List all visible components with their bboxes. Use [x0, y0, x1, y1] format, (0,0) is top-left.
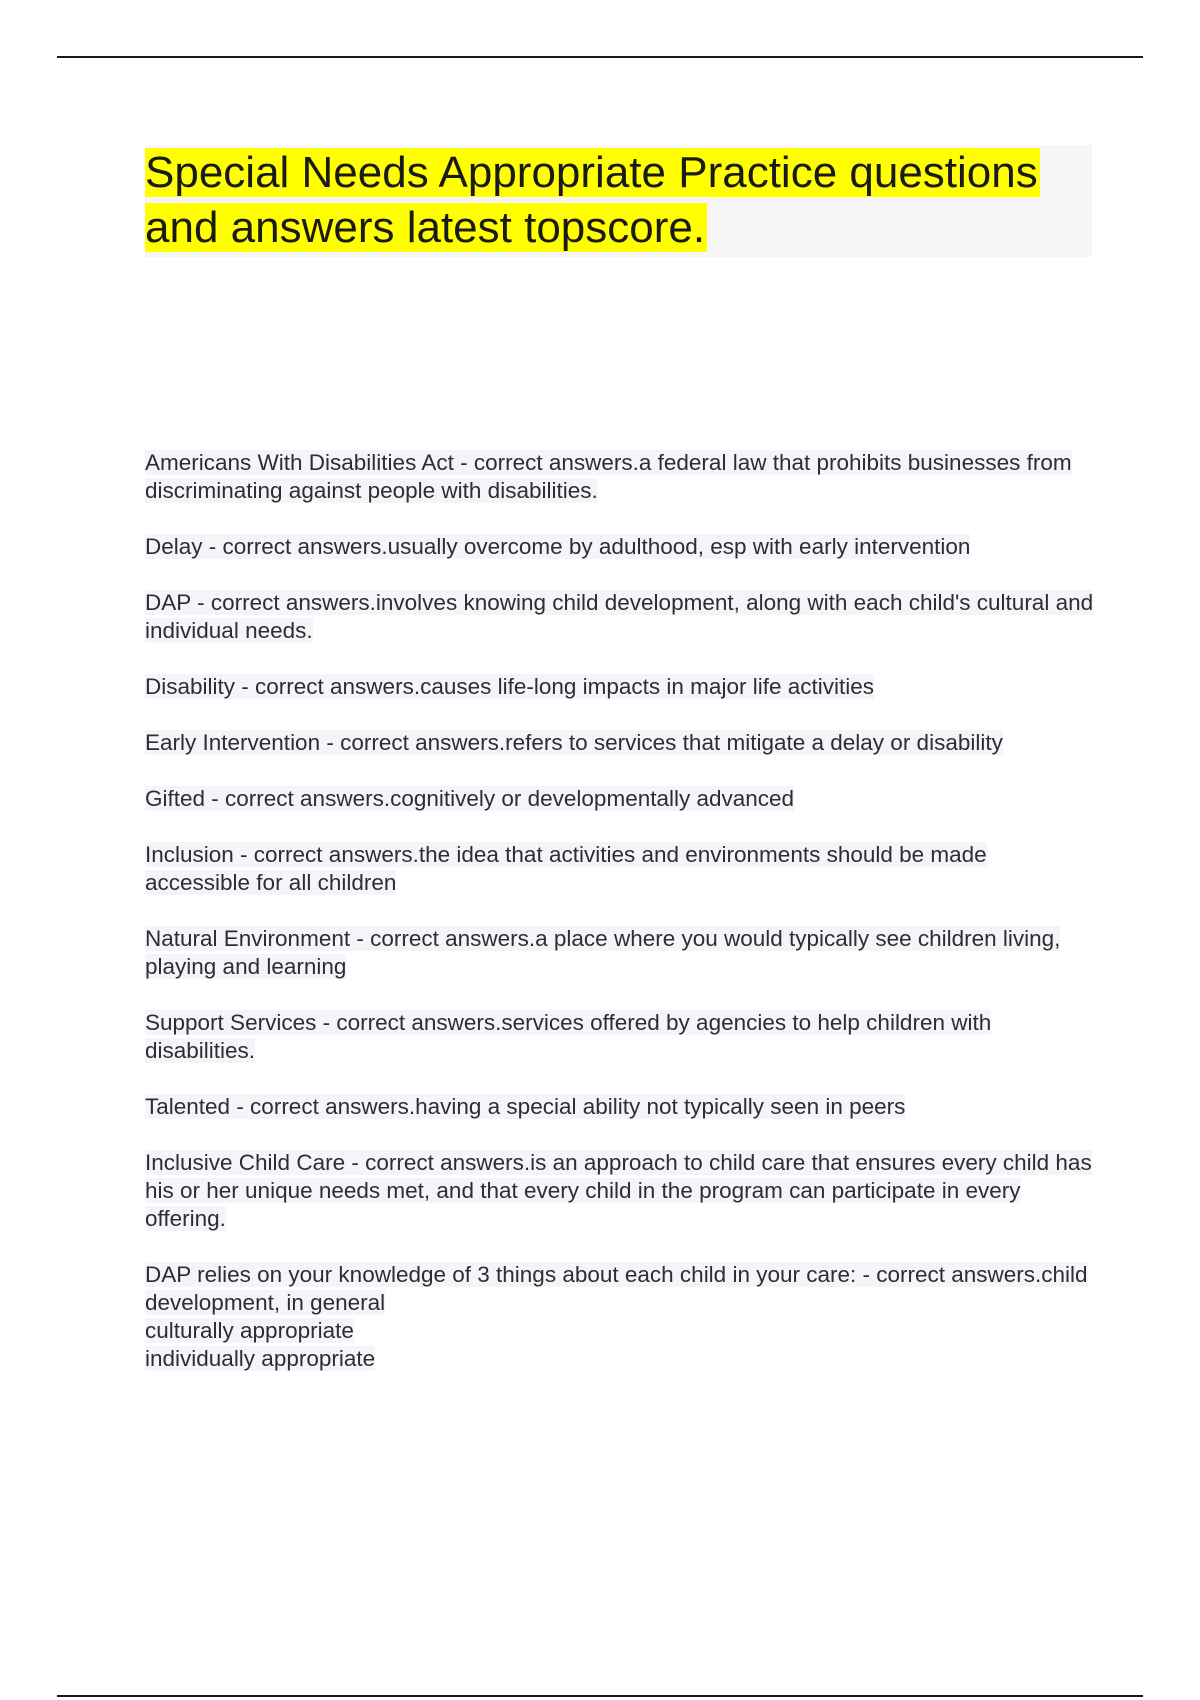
list-item: Gifted - correct answers.cognitively or developmentally advanced	[145, 786, 795, 811]
title-block	[145, 145, 1092, 257]
title-highlight: Special Needs Appropriate Practice questions and answers latest topscore.	[145, 148, 1038, 252]
bottom-rule	[57, 1695, 1143, 1697]
document-title	[145, 145, 1092, 255]
list-item: DAP relies on your knowledge of 3 things about each child in your care: - correct answers.child development, in general culturally appropriate individually appropriate	[145, 1262, 1088, 1371]
list-item: Inclusive Child Care - correct answers.is an approach to child care that ensures every child has his or her unique needs met, and that every child in the program can participate in every offering.	[145, 1150, 1092, 1231]
list-item: Inclusion - correct answers.the idea that activities and environments should be made accessible for all children	[145, 842, 987, 895]
list-item: Americans With Disabilities Act - correct answers.a federal law that prohibits businesses from discriminating against people with disabilities.	[145, 450, 1072, 503]
list-item: Delay - correct answers.usually overcome by adulthood, esp with early intervention	[145, 534, 971, 559]
list-item: DAP - correct answers.involves knowing child development, along with each child's cultural and individual needs.	[145, 590, 1094, 643]
qa-list	[145, 449, 1095, 1401]
list-item: Natural Environment - correct answers.a place where you would typically see children living, playing and learning	[145, 926, 1061, 979]
list-item: Talented - correct answers.having a special ability not typically seen in peers	[145, 1094, 906, 1119]
list-item: Disability - correct answers.causes life-long impacts in major life activities	[145, 674, 874, 699]
list-item: Early Intervention - correct answers.refers to services that mitigate a delay or disability	[145, 730, 1003, 755]
top-rule	[57, 56, 1143, 58]
list-item: Support Services - correct answers.services offered by agencies to help children with disabilities.	[145, 1010, 992, 1063]
